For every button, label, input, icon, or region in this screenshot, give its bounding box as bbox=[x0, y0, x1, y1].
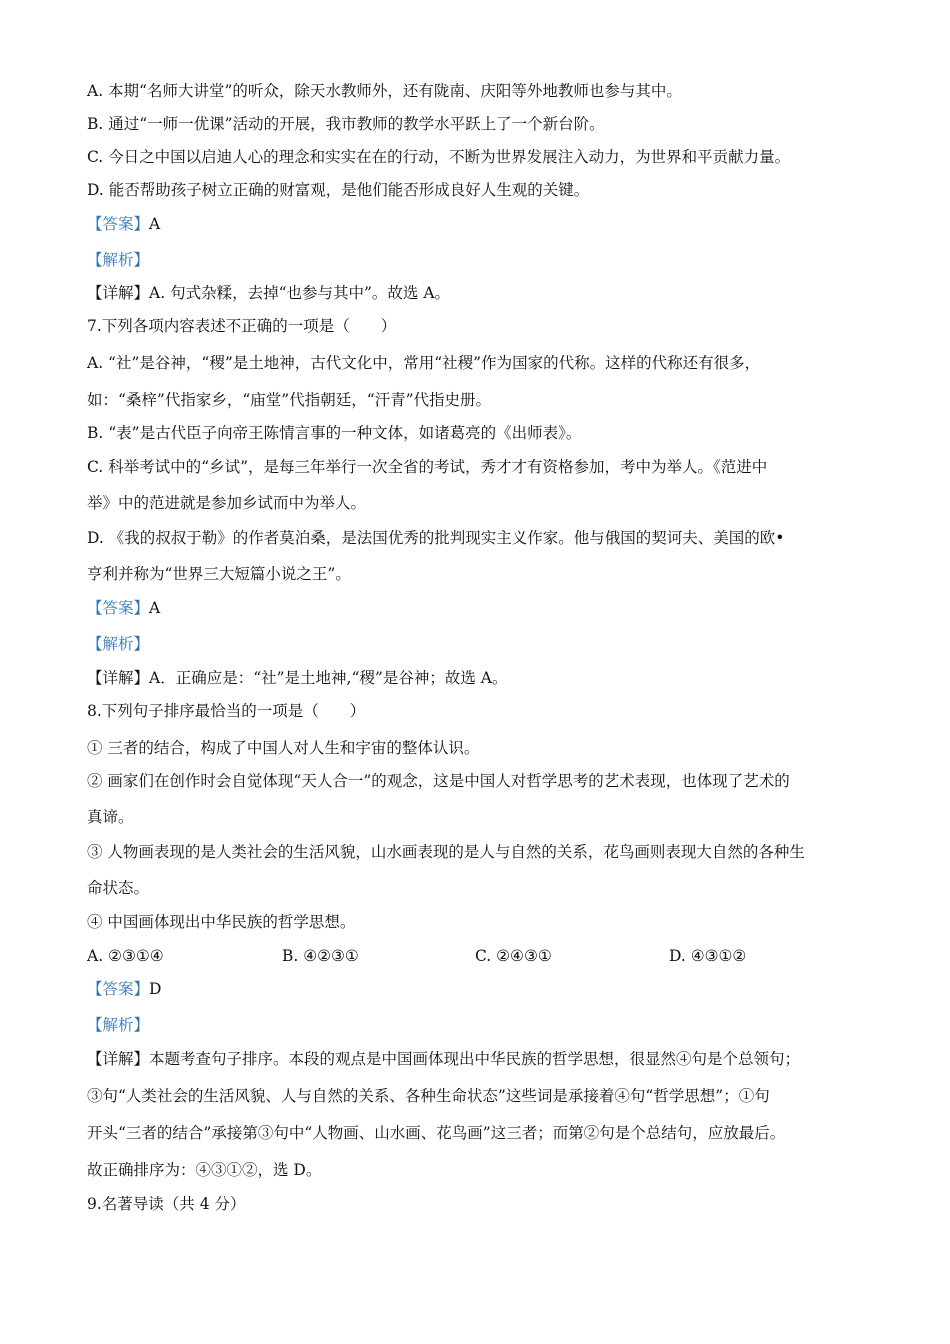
q8-sentence-3: ③ 人物画表现的是人类社会的生活风貌，山水画表现的是人与自然的关系，花鸟画则表现大自然的各种生 bbox=[87, 843, 805, 861]
detail-label: 【详解】 bbox=[87, 284, 150, 302]
q8-choices bbox=[87, 945, 877, 967]
answer-label: 【答案】 bbox=[87, 980, 150, 998]
q7-option-d: D. 《我的叔叔于勒》的作者莫泊桑，是法国优秀的批判现实主义作家。他与俄国的契诃夫、美国的欧• bbox=[87, 529, 785, 547]
q8-sentence-2-cont: 真谛。 bbox=[87, 808, 134, 826]
answer-value: A bbox=[149, 215, 161, 233]
q8-sentence-2: ② 画家们在创作时会自觉体现“天人合一”的观念，这是中国人对哲学思考的艺术表现，也体现了艺术的 bbox=[87, 772, 790, 790]
q8-sentence-4: ④ 中国画体现出中华民族的哲学思想。 bbox=[87, 913, 356, 931]
q7-analysis-label: 【解析】 bbox=[87, 635, 150, 653]
detail-label: 【详解】 bbox=[87, 669, 150, 687]
detail-label: 【详解】 bbox=[87, 1050, 150, 1068]
q8-sentence-3-cont: 命状态。 bbox=[87, 879, 150, 897]
q7-option-a-cont: 如：“桑梓”代指家乡，“庙堂”代指朝廷，“汗青”代指史册。 bbox=[87, 391, 492, 409]
detail-text: 本题考查句子排序。本段的观点是中国画体现出中华民族的哲学思想，很显然④句是个总领句； bbox=[149, 1050, 801, 1068]
answer-label: 【答案】 bbox=[87, 599, 150, 617]
q7-option-b: B. “表”是古代臣子向帝王陈情言事的一种文体，如诸葛亮的《出师表》。 bbox=[87, 424, 582, 442]
q7-option-d-cont: 亨利并称为“世界三大短篇小说之王”。 bbox=[87, 565, 351, 583]
q8-choice-b: B. ④②③① bbox=[282, 947, 359, 965]
q8-sentence-1: ① 三者的结合，构成了中国人对人生和宇宙的整体认识。 bbox=[87, 739, 480, 757]
q8-answer bbox=[87, 978, 877, 1000]
q7-option-a: A. “社”是谷神，“稷”是土地神，古代文化中，常用“社稷”作为国家的代称。这样的代称还有很多， bbox=[87, 354, 761, 372]
q6-option-d: D. 能否帮助孩子树立正确的财富观，是他们能否形成良好人生观的关键。 bbox=[87, 181, 590, 199]
detail-text: A. 句式杂糅，去掉“也参与其中”。故选 A。 bbox=[149, 284, 451, 302]
q7-option-c: C. 科举考试中的“乡试”，是每三年举行一次全省的考试，秀才才有资格参加，考中为举人。《范进中 bbox=[87, 458, 768, 476]
q8-detail-line-3: 开头“三者的结合”承接第③句中“人物画、山水画、花鸟画”这三者；而第②句是个总结句，应放最后。 bbox=[87, 1124, 786, 1142]
q8-detail-line-4: 故正确排序为：④③①②，选 D。 bbox=[87, 1161, 322, 1179]
q8-detail-line-2: ③句“人类社会的生活风貌、人与自然的关系、各种生命状态”这些词是承接着④句“哲学思想”；①句 bbox=[87, 1087, 770, 1105]
q6-option-b: B. 通过“一师一优课”活动的开展，我市教师的教学水平跃上了一个新台阶。 bbox=[87, 115, 605, 133]
q8-detail-line-1 bbox=[87, 1048, 877, 1070]
q8-choice-c: C. ②④③① bbox=[475, 947, 552, 965]
q7-stem: 7.下列各项内容表述不正确的一项是（ ） bbox=[87, 317, 397, 335]
q7-answer bbox=[87, 597, 877, 619]
answer-label: 【答案】 bbox=[87, 215, 150, 233]
q6-option-a: A. 本期“名师大讲堂”的听众，除天水教师外，还有陇南、庆阳等外地教师也参与其中。 bbox=[87, 82, 682, 100]
q8-choice-d: D. ④③①② bbox=[669, 947, 747, 965]
answer-value: A bbox=[149, 599, 161, 617]
q6-analysis-label: 【解析】 bbox=[87, 251, 150, 269]
q8-stem: 8.下列句子排序最恰当的一项是（ ） bbox=[87, 702, 366, 720]
q8-choice-a: A. ②③①④ bbox=[87, 947, 164, 965]
detail-text: A．正确应是：“社”是土地神,“稷”是谷神；故选 A。 bbox=[149, 669, 508, 687]
q6-answer bbox=[87, 213, 877, 235]
q9-stem: 9.名著导读（共 4 分） bbox=[87, 1195, 246, 1213]
q6-option-c: C. 今日之中国以启迪人心的理念和实实在在的行动，不断为世界发展注入动力，为世界和平贡献力量。 bbox=[87, 148, 791, 166]
q7-detail bbox=[87, 667, 877, 689]
q6-detail bbox=[87, 282, 877, 304]
answer-value: D bbox=[149, 980, 162, 998]
q8-analysis-label: 【解析】 bbox=[87, 1016, 150, 1034]
q7-option-c-cont: 举》中的范进就是参加乡试而中为举人。 bbox=[87, 494, 367, 512]
